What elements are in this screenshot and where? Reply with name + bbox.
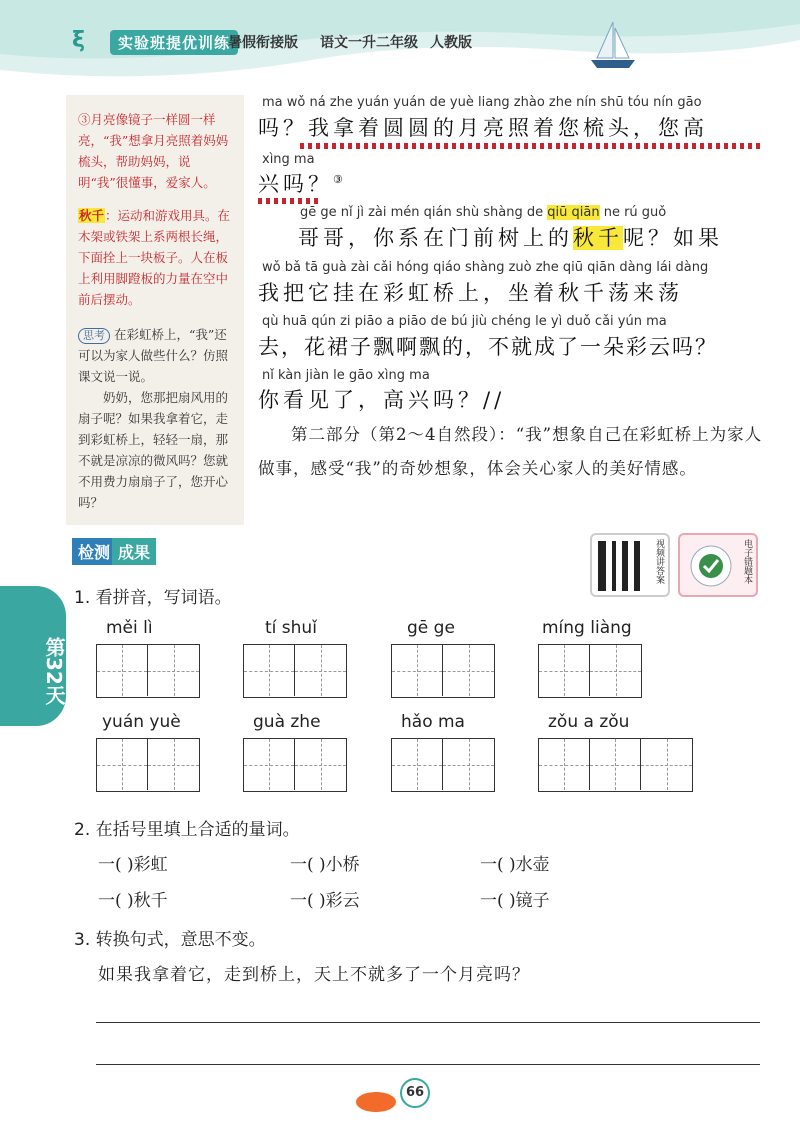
measure-word-blank[interactable]: 一( )秋千 [98, 891, 168, 911]
part-summary: 第二部分（第2～4自然段）：“我”想象自己在彩虹桥上为家人做事，感受“我”的奇妙想象，体会关心家人的美好情感。 [258, 425, 763, 478]
word-pinyin: tí shuǐ [265, 618, 317, 638]
section-title-b: 成果 [112, 538, 156, 565]
mistake-book-icon [688, 543, 734, 589]
think-question: 在彩虹桥上，“我”还可以为家人做些什么？仿照课文说一说。 [78, 327, 229, 384]
text-line-3 [298, 222, 723, 252]
question-1-title: 1. 看拼音，写词语。 [74, 588, 232, 608]
writing-cells[interactable] [243, 738, 347, 792]
word-pinyin: hǎo ma [401, 712, 465, 732]
measure-word-blank[interactable]: 一( )镜子 [480, 891, 550, 911]
brand-title: 实验班提优训练 [110, 30, 238, 55]
pinyin-line-6: nǐ kàn jiàn le gāo xìng ma [262, 368, 430, 383]
writing-cells[interactable] [243, 644, 347, 698]
think-answer: 奶奶，您那把扇风用的扇子呢？如果我拿着它，走到彩虹桥上，轻轻一扇，那不就是凉凉的微风吗？您就不用费力扇扇子了，您开心吗？ [78, 390, 229, 510]
word-pinyin: guà zhe [253, 712, 321, 732]
sailboat-icon [585, 18, 641, 74]
wavy-underline-2 [258, 198, 322, 204]
section-title-a: 检测 [72, 538, 116, 565]
text-line-4: 我把它挂在彩虹桥上，坐着秋千荡来荡 [258, 281, 683, 305]
writing-cells[interactable] [96, 738, 200, 792]
question-3-title: 3. 转换句式，意思不变。 [74, 930, 266, 950]
answer-line-1[interactable] [96, 1022, 760, 1023]
question-3-sentence: 如果我拿着它，走到桥上，天上不就多了一个月亮吗？ [98, 965, 530, 985]
pinyin-highlight-qiuqian: qiū qiān [547, 205, 600, 220]
pinyin-line-2: xìng ma [262, 152, 315, 167]
word-pinyin: měi lì [106, 618, 153, 638]
edition-label: 暑假衔接版 [228, 35, 298, 51]
answer-line-2[interactable] [96, 1064, 760, 1065]
text-line-2 [258, 168, 347, 198]
highlight-qiuqian: 秋千 [573, 226, 623, 250]
text-line-3-b: 呢？如果 [623, 226, 723, 250]
video-answer-qr[interactable] [590, 533, 670, 597]
qr-caption-video: 视频讲答案 [654, 539, 664, 584]
text-line-6: 你看见了，高兴吗？// [258, 388, 506, 412]
pinyin-line-3 [300, 205, 666, 220]
writing-cells[interactable] [538, 738, 693, 792]
side-note-panel [66, 95, 244, 525]
pinyin-line-1: ma wǒ ná zhe yuán yuán de yuè liang zhào zhe nín shū tóu nín gāo [262, 95, 702, 110]
day-tab: 第32天 [0, 586, 66, 726]
footnote-ref-3: ③ [333, 173, 347, 186]
measure-word-blank[interactable]: 一( )彩虹 [98, 855, 168, 875]
subject-label: 语文一升二年级 [320, 35, 418, 51]
page-number: 66 [400, 1078, 430, 1108]
question-2-title: 2. 在括号里填上合适的量词。 [74, 820, 300, 840]
term-explanation [78, 205, 234, 310]
brand-icon: ξ [72, 28, 85, 53]
measure-word-blank[interactable]: 一( )小桥 [290, 855, 360, 875]
qr-code-icon [598, 541, 648, 591]
think-box [78, 324, 234, 513]
text-line-5: 去，花裙子飘啊飘的，不就成了一朵彩云吗？ [258, 335, 718, 359]
word-pinyin: yuán yuè [102, 712, 181, 732]
mistake-book-qr[interactable] [678, 533, 758, 597]
wavy-underline-1 [300, 143, 760, 149]
think-tag: 思考 [78, 328, 110, 344]
page-header [0, 0, 800, 88]
word-pinyin: míng liàng [542, 618, 632, 638]
section-title [72, 538, 156, 562]
measure-word-blank[interactable]: 一( )彩云 [290, 891, 360, 911]
text-line-3-a: 哥哥，你系在门前树上的 [298, 226, 573, 250]
qr-caption-mistakes: 电子错题本 [742, 539, 752, 584]
word-pinyin: gē ge [407, 618, 455, 638]
word-pinyin: zǒu a zǒu [548, 712, 630, 732]
fish-decoration-icon [356, 1092, 396, 1112]
footnote-3: ③月亮像镜子一样圆一样亮，“我”想拿月亮照着妈妈梳头，帮助妈妈，说明“我”很懂事，爱家人。 [78, 112, 229, 190]
writing-cells[interactable] [391, 738, 495, 792]
measure-word-blank[interactable]: 一( )水壶 [480, 855, 550, 875]
writing-cells[interactable] [391, 644, 495, 698]
pinyin-line-3-a: gē ge nǐ jì zài mén qián shù shàng de [300, 205, 544, 220]
writing-cells[interactable] [538, 644, 642, 698]
term-definition: ：运动和游戏用具。在木架或铁架上系两根长绳，下面拴上一块板子。人在板上利用脚蹬板的力量在空中前后摆动。 [78, 208, 231, 307]
text-line-1: 吗？我拿着圆圆的月亮照着您梳头，您高 [258, 116, 708, 140]
term-headword: 秋千 [79, 208, 105, 223]
publisher-label: 人教版 [430, 35, 472, 51]
text-line-2-main: 兴吗？ [258, 172, 333, 196]
pinyin-line-5: qù huā qún zi piāo a piāo de bú jiù chéng le yì duǒ cǎi yún ma [262, 314, 667, 329]
pinyin-line-3-b: ne rú guǒ [603, 205, 667, 220]
pinyin-line-4: wǒ bǎ tā guà zài cǎi hóng qiáo shàng zuò zhe qiū qiān dàng lái dàng [262, 260, 709, 275]
writing-cells[interactable] [96, 644, 200, 698]
